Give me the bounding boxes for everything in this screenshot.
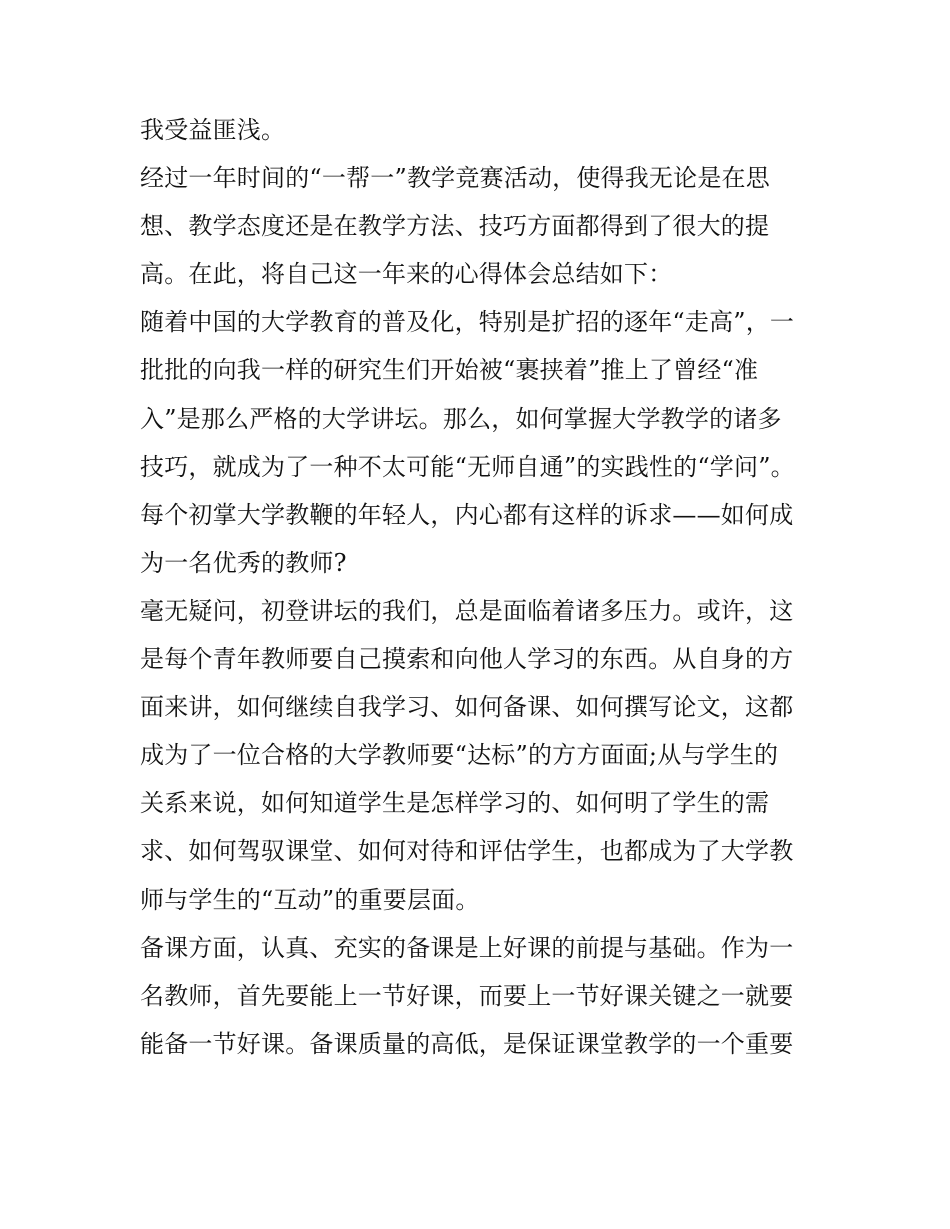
text-line-10: 为一名优秀的教师? [140,548,347,577]
text-line-7: 入”是那么严格的大学讲坛。那么，如何掌握大学教学的诸多 [140,404,782,433]
text-line-20: 能备一节好课。备课质量的高低，是保证课堂教学的一个重要 [140,1029,794,1058]
text-line-2: 经过一年时间的“一帮一”教学竞赛活动，使得我无论是在思 [140,164,770,193]
text-line-1: 我受益匪浅。 [140,116,286,144]
text-line-11: 毫无疑问，初登讲坛的我们，总是面临着诸多压力。或许，这 [140,596,794,625]
text-line-16: 求、如何驾驭课堂、如何对待和评估学生，也都成为了大学教 [140,837,794,866]
text-line-8: 技巧，就成为了一种不太可能“无师自通”的实践性的“学问”。 [140,452,795,481]
text-line-19: 名教师，首先要能上一节好课，而要上一节好课关键之一就要 [140,981,794,1010]
text-line-5: 随着中国的大学教育的普及化，特别是扩招的逐年“走高”，一 [140,308,795,337]
text-line-18: 备课方面，认真、充实的备课是上好课的前提与基础。作为一 [140,933,794,962]
document-body [140,106,820,1068]
text-line-14: 成为了一位合格的大学教师要“达标”的方方面面;从与学生的 [140,741,779,770]
text-line-6: 批批的向我一样的研究生们开始被“裹挟着”推上了曾经“准 [140,356,759,385]
text-line-4: 高。在此，将自己这一年来的心得体会总结如下： [140,260,673,289]
text-line-17: 师与学生的“互动”的重要层面。 [140,885,480,914]
text-line-15: 关系来说，如何知道学生是怎样学习的、如何明了学生的需 [140,789,770,818]
text-line-3: 想、教学态度还是在教学方法、技巧方面都得到了很大的提 [140,212,770,241]
text-line-12: 是每个青年教师要自己摸索和向他人学习的东西。从自身的方 [140,645,794,674]
text-line-9: 每个初掌大学教鞭的年轻人，内心都有这样的诉求——如何成 [140,500,794,529]
text-line-13: 面来讲，如何继续自我学习、如何备课、如何撰写论文，这都 [140,693,794,722]
